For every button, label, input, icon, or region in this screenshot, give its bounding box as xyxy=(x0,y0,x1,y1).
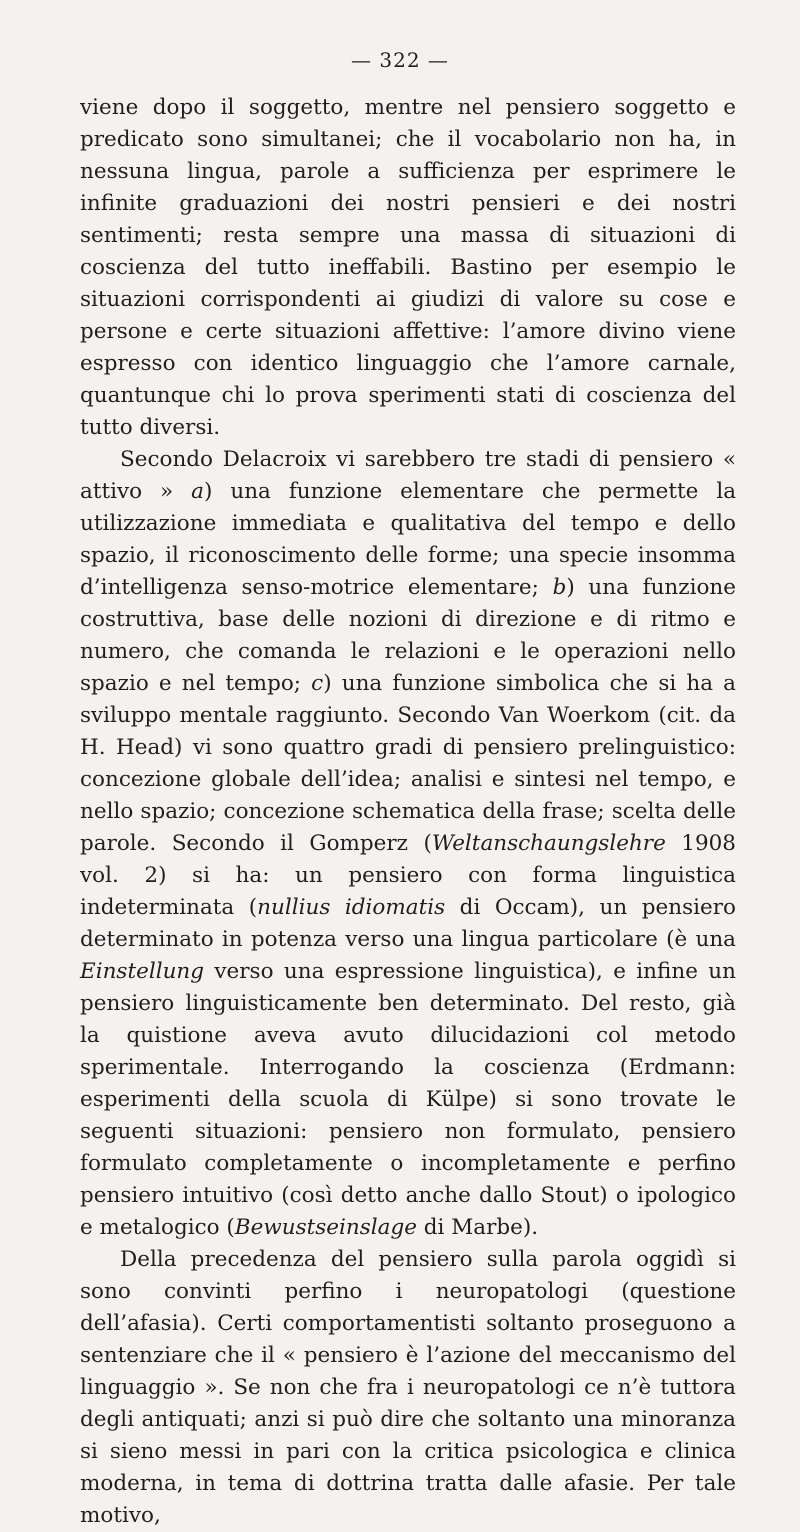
text-run: 1908 vol. 2) si ha: un pensiero con forma linguistica indeterminata ( xyxy=(80,831,736,920)
text-run: Della precedenza del pensiero sulla parola oggidì si sono convinti perfino i neuropatologi (questione dell’afasia). Certi comportamentisti soltanto proseguono a sentenziare che il « pensiero è l’azione del meccanismo del linguaggio ». Se non che fra i neuropatologi ce n’è tuttora degli antiquati; anzi si può dire che soltanto una minoranza si sieno messi in pari con la critica psicologica e clinica moderna, in tema di dottrina tratta dalle afasie. Per tale motivo, xyxy=(80,1247,736,1528)
paragraph-thought-precedence xyxy=(80,1244,736,1532)
page-number: — 322 — xyxy=(351,48,449,72)
text-run: ) una funzione simbolica che si ha a sviluppo mentale raggiunto. Secondo Van Woerkom (cit. da H. Head) vi sono quattro gradi di pensiero prelinguistico: concezione globale dell’idea; analisi e sintesi nel tempo, e nello spazio; concezione schematica della frase; scelta delle parole. Secondo il Gomperz ( xyxy=(80,671,736,856)
italic-term: b xyxy=(552,575,567,600)
text-run: verso una espressione linguistica), e infine un pensiero linguisticamente ben determinato. Del resto, già la quistione aveva avuto dilucidazioni col metodo sperimentale. Interrogando la coscienza (Erdmann: esperimenti della scuola di Külpe) si sono trovate le seguenti situazioni: pensiero non formulato, pensiero formulato completamente o incompletamente e perfino pensiero intuitivo (così detto anche dallo Stout) o ipologico e metalogico ( xyxy=(80,959,736,1240)
text-run: ) una funzione costruttiva, base delle nozioni di direzione e di ritmo e numero, che comanda le relazioni e le operazioni nello spazio e nel tempo; xyxy=(80,575,736,696)
text-run: di Occam), un pensiero determinato in potenza verso una lingua particolare (è una xyxy=(80,895,736,952)
paragraph-delacroix-stages xyxy=(80,444,736,1244)
paragraph-continuation xyxy=(80,92,736,444)
italic-term: c xyxy=(311,671,324,696)
text-run: Secondo Delacroix vi sarebbero tre stadi di pensiero « attivo » xyxy=(80,447,736,504)
body-text xyxy=(80,92,736,1532)
italic-term: a xyxy=(191,479,204,504)
text-run: di Marbe). xyxy=(416,1215,539,1240)
text-run: viene dopo il soggetto, mentre nel pensiero soggetto e predicato sono simultanei; che il vocabolario non ha, in nessuna lingua, parole a sufficienza per esprimere le infinite graduazioni dei nostri pensieri e dei nostri sentimenti; resta sempre una massa di situazioni di coscienza del tutto ineffabili. Bastino per esempio le situazioni corrispondenti ai giudizi di valore su cose e persone e certe situazioni affettive: l’amore divino viene espresso con identico linguaggio che l’amore carnale, quantunque chi lo prova sperimenti stati di coscienza del tutto diversi. xyxy=(80,95,736,440)
italic-term: nullius idiomatis xyxy=(257,895,446,920)
text-run: ) una funzione elementare che permette la utilizzazione immediata e qualitativa del tempo e dello spazio, il riconoscimento delle forme; una specie insomma d’intelligenza senso-motrice elementare; xyxy=(80,479,737,600)
italic-term: Einstellung xyxy=(80,959,205,984)
italic-term: Bewustseinslage xyxy=(234,1215,417,1240)
italic-term: Weltanschaungslehre xyxy=(431,831,666,856)
